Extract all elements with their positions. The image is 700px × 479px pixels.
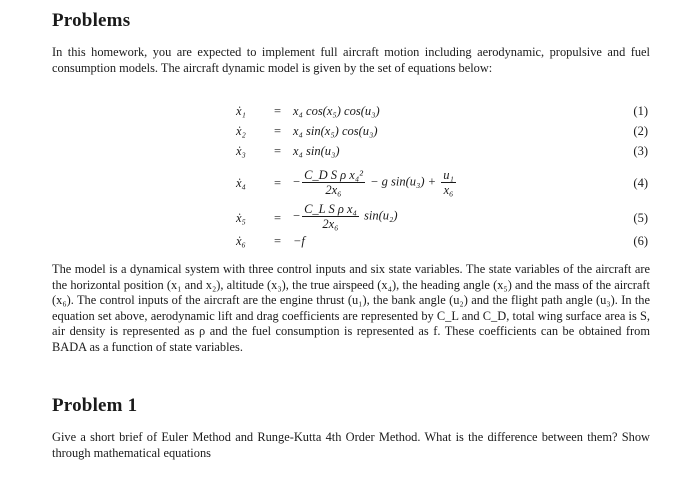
- equation-number: (5): [633, 211, 648, 225]
- intro-paragraph: In this homework, you are expected to implement full aircraft motion including aerodynamic, propulsive and fuel consumption models. The aircraft dynamic model is given by the set of equations below:: [52, 45, 650, 75]
- equation-rhs: [293, 168, 458, 197]
- problem-1-text: Give a short brief of Euler Method and Runge-Kutta 4th Order Method. What is the difference between them? Show through mathematical equations: [52, 430, 650, 460]
- equation-equals: =: [274, 104, 282, 118]
- equation-equals: =: [274, 211, 282, 225]
- equation-number: (3): [633, 144, 648, 158]
- rhs-middle: sin(u₂): [360, 208, 398, 223]
- fraction-denominator: 2x₆: [322, 217, 339, 231]
- equation-rhs: x₄ sin(u₃): [293, 144, 340, 158]
- fraction-denominator: 2x₆: [325, 183, 342, 197]
- equation-rhs: x₄ sin(x₅) cos(u₃): [293, 124, 378, 138]
- equation-lhs: ẋ₁: [236, 104, 246, 118]
- equation-6: [0, 234, 700, 256]
- fraction-numerator: u₁: [443, 168, 454, 182]
- equation-5: [0, 202, 700, 236]
- section-title: Problems: [52, 10, 131, 31]
- rhs-prefix: −: [293, 208, 301, 223]
- equation-number: (1): [633, 104, 648, 118]
- equation-rhs: x₄ cos(x₅) cos(u₃): [293, 104, 380, 118]
- equation-2: [0, 124, 700, 146]
- equation-rhs: −f: [293, 234, 305, 248]
- rhs-prefix: −: [293, 174, 301, 189]
- equation-equals: =: [274, 176, 282, 190]
- fraction-denominator: x₆: [443, 183, 454, 197]
- equation-number: (2): [633, 124, 648, 138]
- equation-lhs: ẋ₃: [236, 144, 246, 158]
- equation-rhs: [293, 202, 398, 231]
- equation-equals: =: [274, 124, 282, 138]
- model-description-paragraph: The model is a dynamical system with three control inputs and six state variables. The state variables of the aircraft are the horizontal position (x₁ and x₂), altitude (x₃), the true airspeed (x₄), the heading angle (x₅) and the mass of the aircraft (x₆). The control inputs of the aircraft are the engine thrust (u₁), the bank angle (u₂) and the flight path angle (u₃). In the equation set above, aerodynamic lift and drag coefficients are represented by C_L and C_D, total wing surface area is S, air density is represented as ρ and the fuel consumption is represented as f. These coefficients can be obtained from BADA as a function of state variables.: [52, 262, 650, 354]
- fraction-numerator: C_D S ρ x₄²: [304, 168, 363, 182]
- equation-number: (4): [633, 176, 648, 190]
- equation-lhs: ẋ₆: [236, 234, 246, 248]
- equation-number: (6): [633, 234, 648, 248]
- fraction-drag: [302, 168, 365, 197]
- equation-equals: =: [274, 234, 282, 248]
- equation-equals: =: [274, 144, 282, 158]
- fraction-numerator: C_L S ρ x₄: [304, 202, 357, 216]
- equation-4: [0, 168, 700, 202]
- equation-lhs: ẋ₂: [236, 124, 246, 138]
- equation-3: [0, 144, 700, 166]
- rhs-middle: − g sin(u₃) +: [366, 174, 440, 189]
- problem-1-title: Problem 1: [52, 395, 138, 416]
- equation-1: [0, 104, 700, 126]
- equation-lhs: ẋ₅: [236, 211, 246, 225]
- fraction-thrust: [441, 168, 456, 197]
- equation-lhs: ẋ₄: [236, 176, 246, 190]
- fraction-lift: [302, 202, 359, 231]
